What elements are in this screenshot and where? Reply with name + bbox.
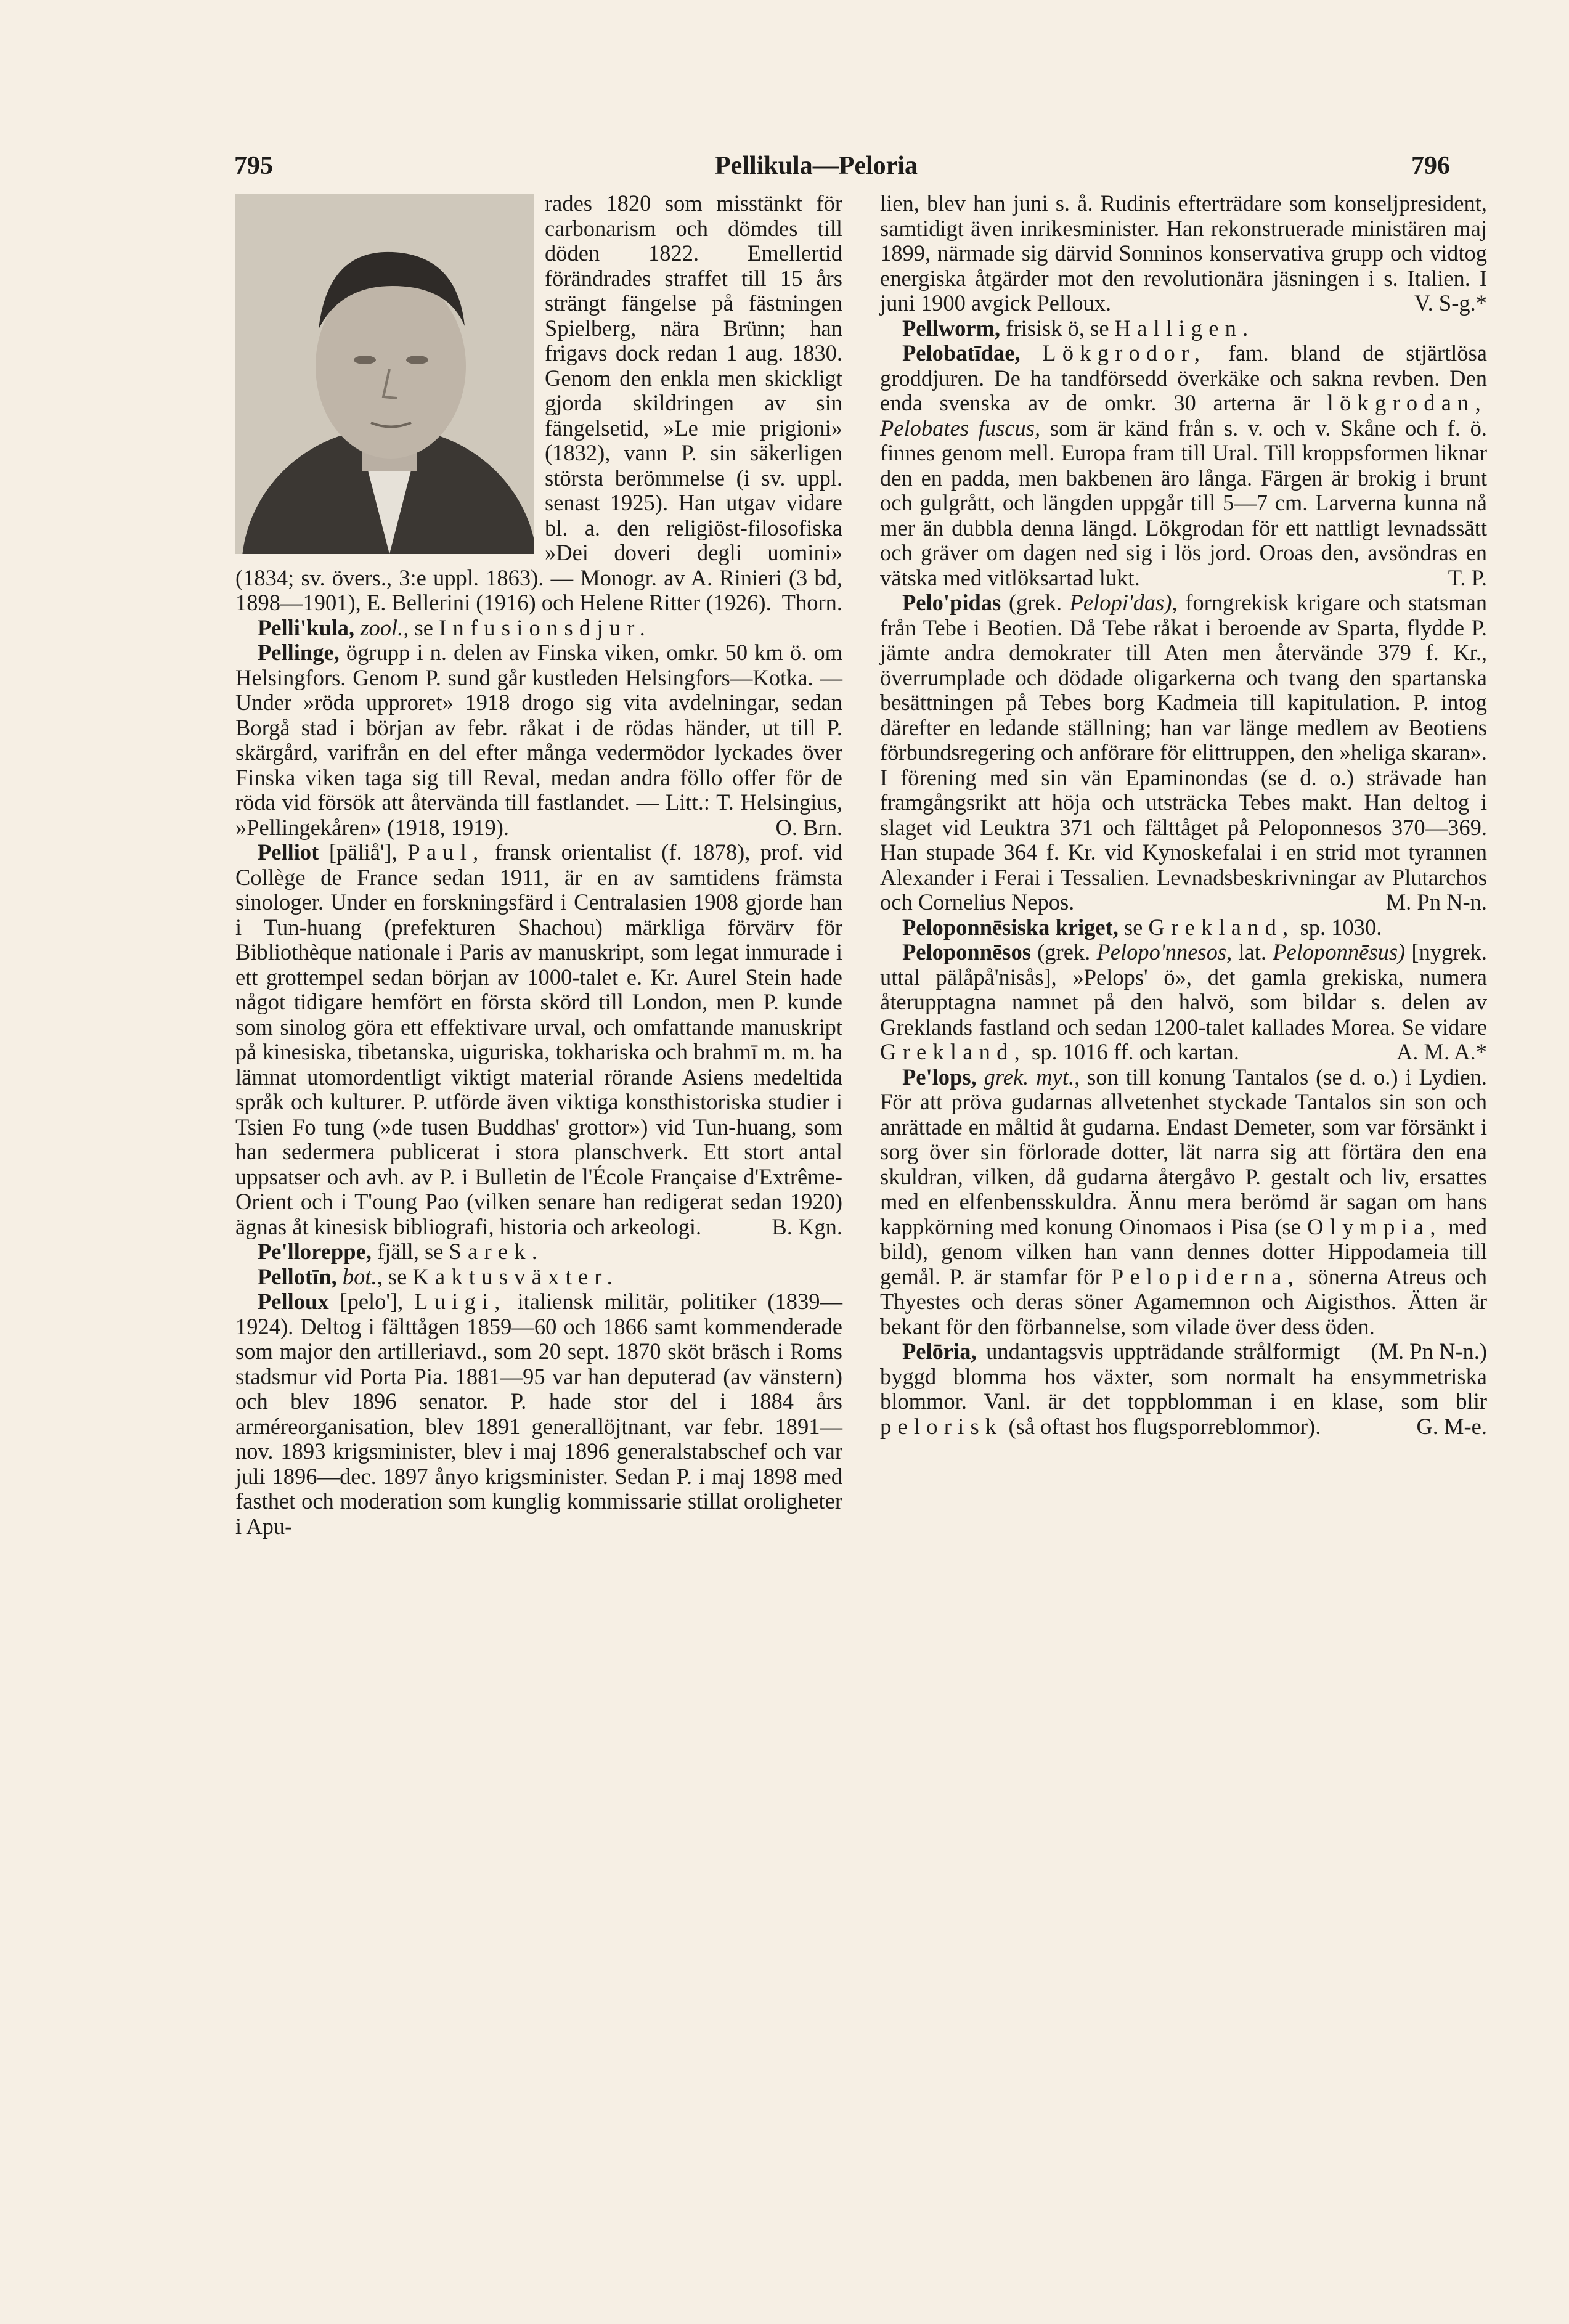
- page-number-left: 795: [234, 152, 273, 180]
- entry-pelopidas: Pelo'pidas (grek. Pelopi'das), forngrekisk krigare och statsman från Tebe i Beotien. Då Tebe råkat i beroende av Sparta, flydde P. jämte andra demokrater till Aten men återvände 379 f. Kr., överrumplade och dödade oligarkerna och tvang den spartanska besättningen på Tebes borg Kadmeia till kapitulation. P. intog därefter en ledande ställning; han var länge medlem av Beotiens förbundsregering och anförare för elittruppen, den »heliga skaran». I förening med sin vän Epaminondas (se d. o.) strävade han framgångsrikt att höja och utsträcka Tebes makt. Han deltog i slaget vid Leuktra 371 och fälttåget på Peloponnesos 370—369. Han stupade 364 f. Kr. vid Kynoskefalai i en strid mot tyrannen Alexander i Ferai i Tessalien. Levnadsbeskrivningar av Plutarchos och Cornelius Nepos. M. Pn N-n.: [880, 590, 1488, 915]
- entry-pelops: Pe'lops, grek. myt., son till konung Tantalos (se d. o.) i Lydien. För att pröva gudarnas allvetenhet styckade Tantalos sin son och anrättade en måltid åt gudarna. Endast Demeter, som var försänkt i sorg över sin förlorade dotter, lät narra sig att förtära den ena skuldran, vilken, då gudarna återgåvo P. gestalt och liv, ersattes med en elfenbensskuldra. Ännu mera berömd är sagan om hans kappkörning med konung Oinomaos i Pisa (se Olympia, med bild), genom vilken han vann dennes dotter Hippodameia till gemål. P. är stamfar för Pelopiderna, sönerna Atreus och Thyestes och deras söner Agamemnon och Aigisthos. Ätten är bekant för den förbannelse, som vilade över dess öden. (M. Pn N-n.): [880, 1064, 1488, 1364]
- entry-pelloux: Pelloux [pelo'], Luigi, italiensk militär, politiker (1839—1924). Deltog i fälttågen 1859—60 och 1866 samt kommenderade som major den artilleriavd., som 20 sept. 1870 sköt bräsch i Roms stadsmur vid Porta Pia. 1881—95 var han deputerad (av vänstern) och blev 1896 senator. P. hade stor del i 1884 års arméreorganisation, blev 1891 generallöjtnant, var febr. 1891—nov. 1893 krigsminister, blev i maj 1896 generalstabschef och var juli 1896—dec. 1897 ånyo krigsminister. Sedan P. i maj 1898 med fasthet och moderation som kunglig kommissarie stillat oroligheter i Apu-: [235, 1289, 842, 1539]
- entry-pellinge: Pellinge, ögrupp i n. delen av Finska viken, omkr. 50 km ö. om Helsingfors. Genom P. sund går kustleden Helsingfors—Kotka. — Under »röda upproret» 1918 drogo sig vita avdelningar, sedan Borgå stad i början av febr. råkat i de rödas händer, ut till P. skärgård, varifrån en del efter många vedermödor lyckades över Finska viken taga sig till Reval, medan andra föllo offer för de röda vid försök att återvända till fastlandet. — Litt.: T. Helsingius, »Pellingekåren» (1918, 1919). O. Brn.: [235, 640, 842, 840]
- pellico-text: rades 1820 som misstänkt för carbonarism och dömdes till döden 1822. Emellertid förändrades straffet till 15 års strängt fängelse på fästningen Spielberg, nära Brünn; han frigavs dock redan 1 aug. 1830. Genom den enkla men skickligt gjorda skildringen av sin fängelsetid, »Le mie prigioni» (1832), vann P. sin säkerligen största berömmelse (i sv. uppl. senast 1925). Han utgav vidare bl. a. den religiöst-filosofiska »Dei doveri degli uomini» (1834; sv. övers., 3:e uppl. 1863). — Monogr. av A. Rinieri (3 bd, 1898—1901), E. Bellerini (1916) och Helene Ritter (1926).: [235, 190, 842, 615]
- portrait-engraving-icon: [235, 194, 534, 554]
- entry-pelloreppe: Pe'lloreppe, fjäll, se Sarek.: [258, 1239, 544, 1264]
- entry-peloponnesos: Peloponnēsos (grek. Pelopo'nnesos, lat. Peloponnēsus) [nygrek. uttal pälåpå'nisås], »Pelops' ö», det gamla grekiska, numera återupptagna namnet på den halvö, som bildar s. delen av Greklands fastland och sedan 1200-talet kallades Morea. Se vidare Grekland, sp. 1016 ff. och kartan. A. M. A.*: [880, 939, 1488, 1064]
- entry-pellotin: Pellotīn, bot., se Kaktusväxter.: [258, 1263, 619, 1289]
- entry-pelobatidae: Pelobatīdae, Lökgrodor, fam. bland de stjärtlösa groddjuren. De ha tandförsedd överkäke och sakna revben. Den enda svenska av de omkr. 30 arterna är lökgrodan, Pelobates fuscus, som är känd från s. v. och v. Skåne och f. ö. finnes genom mell. Europa fram till Ural. Till kroppsformen liknar den en padda, men bakbenen äro långa. Färgen är brokig i brunt och gulgrått, och längden uppgår till 5—7 cm. Larverna kunna nå mer än dubbla denna längd. Lökgrodan för ett nattligt levnadssätt och gräver om dagen ned sig i lös jord. Oroas den, avsöndras en vätska med vitlöksartad lukt. T. P.: [880, 340, 1488, 590]
- right-column: [880, 191, 1487, 1439]
- entry-pellworm: Pellworm, frisisk ö, se Halligen.: [902, 315, 1255, 341]
- page-number-right: 796: [1411, 152, 1450, 180]
- running-title: Pellikula—Peloria: [715, 152, 918, 180]
- left-column: [235, 191, 842, 1539]
- entry-pelliot: Pelliot [päliå'], Paul, fransk orientalist (f. 1878), prof. vid Collège de France sedan 1911, är en av samtidens främsta sinologer. Under en forskningsfärd i Centralasien 1908 gjorde han i Tun-huang (prefekturen Shachou) märkliga förvärv för Bibliothèque nationale i Paris av manuskript, som legat inmurade i ett grottempel sedan början av 1000-talet e. Kr. Aurel Stein hade något tidigare hemfört en första skörd till London, men P. kunde som sinolog göra ett effektivare urval, och omfattande manuskript på kinesiska, tibetanska, uiguriska, tokhariska och brahmī m. m. ha lämnat utomordentligt viktigt material rörande Asiens medeltida språk och kulturer. P. utförde även viktiga konsthistoriska studier i Tsien Fo tung (»de tusen Buddhas' grottor») vid Tun-huang, som han sedermera publicerat i stora planschverk. Ett stort antal uppsatser och avh. av P. i Bulletin de l'École Française d'Extrême-Orient och i T'oung Pao (vilken senare han redigerat sedan 1920) ägnas åt kinesisk bibliografi, historia och arkeologi. B. Kgn.: [235, 839, 842, 1239]
- entry-pelloux-continued: lien, blev han juni s. å. Rudinis efterträdare som konseljpresident, samtidigt även inrikesminister. Han rekonstruerade ministären maj 1899, närmade sig därvid Sonninos konservativa grupp och vidtog energiska åtgärder mot den revolutionära jäsningen i s. Italien. I juni 1900 avgick Pelloux. V. S-g.*: [880, 190, 1487, 316]
- signature: Thorn.: [781, 590, 842, 615]
- entry-peloponnesiska-kriget: Peloponnēsiska kriget, se Grekland, sp. 1030.: [902, 914, 1382, 940]
- entry-pellikula: Pelli'kula, zool., se Infusionsdjur.: [258, 614, 651, 640]
- entry-peloria: Pelōria, undantagsvis uppträdande strålformigt byggd blomma hos växter, som normalt ha ensymmetriska blommor. Vanl. är det toppblomman i en klase, som blir pelorisk (så oftast hos flugsporreblommor). G. M-e.: [880, 1339, 1487, 1439]
